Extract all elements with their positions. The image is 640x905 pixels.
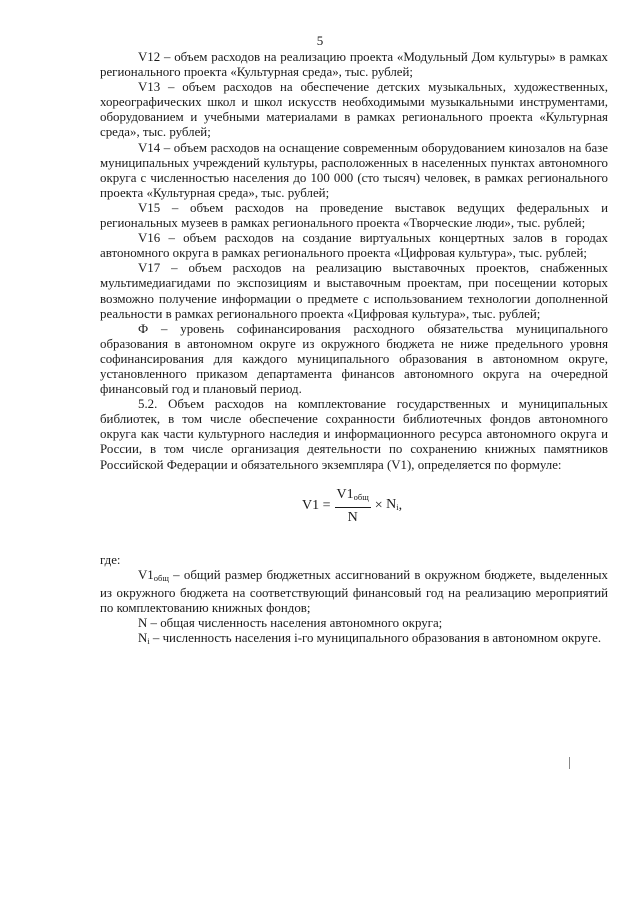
formula-denominator: N (347, 509, 358, 525)
paragraph-5-2: 5.2. Объем расходов на комплектование государственных и муниципальных библиотек, в том числе обеспечение сохранности библиотечных фондов автономного округа как части культурного наследия и информационного ресурса автономного округа и России, в том числе организация деятельности по сохранению книжных памятников Российской Федерации и обязательного экземпляра (V1), определяется по формуле: (100, 397, 608, 472)
definition-v1-total: $V1_{общ}$ – общий размер бюджетных ассигнований в окружном бюджете, выделенных из окружного бюджета на соответствующий финансовый год на реализацию мероприятий по комплектованию книжных фондов; (100, 567, 608, 615)
paragraph-v16: V16 – объем расходов на создание виртуальных концертных залов в городах автономного округа в рамках регионального проекта «Цифровая культура», тыс. рублей; (100, 231, 608, 261)
where-label: где: (100, 552, 121, 567)
paragraph-v14: V14 – объем расходов на оснащение современным оборудованием кинозалов на базе муниципальных учреждений культуры, расположенных в населенных пунктах автономного округа с численностью населения до 100 000 (сто тысяч) человек, в рамках регионального проекта «Культурная среда», тыс. рублей; (100, 140, 608, 200)
margin-mark (569, 757, 570, 769)
paragraph-v15: V15 – объем расходов на проведение выставок ведущих федеральных и региональных музеев в рамках регионального проекта «Творческие люди», тыс. рублей; (100, 200, 608, 231)
formula-factor: $N_i$ (386, 496, 399, 512)
formula-numerator: $V1_{общ}$ (335, 486, 371, 508)
formula-times: × (374, 498, 383, 514)
paragraph-v13: V13 – объем расходов на обеспечение детских музыкальных, художественных, хореографических школ и школ искусств необходимыми музыкальными инструментами, оборудованием и учебными материалами в рамках регионального проекта «Культурная среда», тыс. рублей; (100, 80, 608, 140)
paragraph-v12: V12 – объем расходов на реализацию проекта «Модульный Дом культуры» в рамках регионального проекта «Культурная среда», тыс. рублей; (100, 50, 608, 80)
formula-fraction (335, 486, 371, 526)
formula: V1 = $\frac{V1_{общ}}{N}$ × $N_i$ , (302, 486, 403, 525)
paragraph-f: Ф – уровень софинансирования расходного обязательства муниципального образования в автономном округе из окружного бюджета не ниже предельного уровня софинансирования для каждого муниципального образования в автономном округе, установленного приказом департамента финансов автономного округа на очередной финансовый год и плановый период. (100, 321, 608, 397)
page-number: 5 (316, 33, 324, 48)
definition-n: N – общая численность населения автономного округа; (138, 616, 443, 630)
paragraph-v17: V17 – объем расходов на реализацию выставочных проектов, снабженных мультимедиагидами по экспозициям и выставочным проектам, при посещении которых возможно получение информации о предмете с использованием технологии дополненной реальности в рамках регионального проекта «Цифровая культура», тыс. рублей; (100, 261, 608, 321)
definition-ni: $N_i$ – численность населения i-го муниципального образования в автономном округе. (138, 631, 602, 647)
document-body (100, 50, 608, 649)
formula-lhs: V1 = (302, 498, 331, 514)
